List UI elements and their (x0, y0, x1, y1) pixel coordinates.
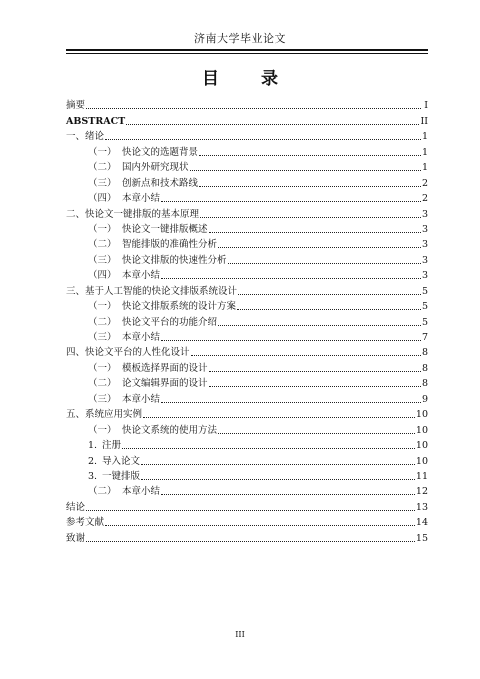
toc-entry-page: 10 (415, 409, 428, 421)
toc-entry-label: 摘要 (66, 100, 86, 112)
toc-entry-section-2-4[interactable] (66, 267, 428, 282)
toc-entry-number: （二） (88, 316, 117, 328)
toc-entry-section-3-1[interactable] (66, 298, 428, 313)
header-rule-thick (66, 49, 428, 51)
toc-title: 目 录 (202, 69, 296, 89)
dot-leader (86, 510, 415, 511)
toc-entry-label: 本章小结 (122, 486, 161, 498)
page-number: III (235, 630, 245, 639)
toc-entry-chapter-2[interactable] (66, 205, 428, 220)
toc-entry-page: 12 (415, 486, 428, 498)
toc-entry-chapter-5[interactable] (66, 406, 428, 421)
toc-entry-number: （三） (88, 393, 117, 405)
dot-leader (190, 170, 421, 171)
toc-entry-number: 1. (88, 440, 98, 452)
toc-entry-label: 四、快论文平台的人性化设计 (66, 347, 190, 359)
toc-entry-number: （四） (88, 193, 117, 205)
toc-entry-page: 15 (415, 532, 428, 544)
toc-entry-subsection-5-1-3[interactable] (66, 468, 428, 483)
toc-entry-page: 5 (421, 316, 428, 328)
toc-entry-label: 国内外研究现状 (122, 162, 189, 174)
toc-entry-page: 13 (415, 501, 428, 513)
toc-entry-abstract-cn[interactable] (66, 97, 428, 112)
toc-entry-page: 3 (421, 239, 428, 251)
toc-entry-page: 7 (421, 332, 428, 343)
toc-entry-label: 论文编辑界面的设计 (122, 378, 208, 390)
toc-entry-label: 本章小结 (122, 193, 161, 205)
toc-entry-label: 五、系统应用实例 (66, 409, 143, 421)
toc-entry-page: 1 (421, 146, 428, 158)
toc-entry-section-4-1[interactable] (66, 359, 428, 374)
toc-entry-number: （一） (88, 424, 117, 436)
dot-leader (161, 494, 415, 495)
toc-entry-acknowledgements[interactable] (66, 529, 428, 544)
toc-entry-page: 11 (415, 470, 428, 482)
toc-entry-page: II (420, 115, 428, 127)
toc-entry-page: 10 (415, 424, 428, 436)
toc-entry-label: 本章小结 (122, 270, 161, 282)
toc-entry-label: 注册 (102, 440, 122, 452)
running-header: 济南大学毕业论文 (194, 32, 286, 45)
toc-entry-number: （二） (88, 162, 117, 174)
toc-entry-section-3-2[interactable] (66, 313, 428, 328)
toc-entry-label: 模板选择界面的设计 (122, 362, 208, 374)
toc-entry-page: 10 (415, 455, 428, 467)
toc-entry-section-1-1[interactable] (66, 143, 428, 158)
dot-leader (141, 464, 415, 465)
toc-entry-label: ABSTRACT (66, 115, 126, 127)
toc-entry-section-4-2[interactable] (66, 375, 428, 390)
toc-entry-label: 快论文排版系统的设计方案 (122, 301, 237, 313)
dot-leader (199, 155, 421, 156)
toc-entry-section-2-1[interactable] (66, 221, 428, 236)
dot-leader (126, 124, 419, 125)
dot-leader (105, 139, 421, 140)
toc-entry-section-1-4[interactable] (66, 190, 428, 205)
toc-entry-page: 2 (421, 193, 428, 205)
toc-entry-page: 3 (421, 223, 428, 235)
dot-leader (191, 355, 421, 356)
toc-entry-page: 3 (421, 208, 428, 220)
toc-entry-subsection-5-1-2[interactable] (66, 452, 428, 467)
toc-entry-section-5-1[interactable] (66, 421, 428, 436)
dot-leader (218, 325, 421, 326)
toc-entry-number: （一） (88, 146, 117, 158)
dot-leader (161, 201, 421, 202)
dot-leader (228, 263, 421, 264)
toc-entry-label: 智能排版的准确性分析 (122, 239, 218, 251)
toc-entry-label: 一、绪论 (66, 131, 105, 143)
toc-entry-page: 8 (421, 378, 428, 390)
toc-entry-page: 1 (421, 162, 428, 174)
toc-entry-page: 8 (421, 347, 428, 359)
toc-entry-number: （四） (88, 270, 117, 282)
toc-entry-page: 3 (421, 270, 428, 282)
toc-entry-page: 5 (421, 285, 428, 297)
toc-entry-chapter-4[interactable] (66, 344, 428, 359)
toc-entry-label: 二、快论文一键排版的基本原理 (66, 208, 200, 220)
toc-entry-section-1-2[interactable] (66, 159, 428, 174)
toc-entry-number: 3. (88, 470, 98, 482)
table-of-contents (66, 97, 428, 545)
dot-leader (238, 294, 421, 295)
toc-entry-number: （三） (88, 177, 117, 189)
dot-leader (105, 525, 415, 526)
toc-entry-number: （二） (88, 378, 117, 390)
toc-entry-conclusion[interactable] (66, 498, 428, 513)
dot-leader (209, 386, 421, 387)
dot-leader (143, 417, 415, 418)
toc-entry-page: 3 (421, 254, 428, 266)
toc-entry-section-3-3[interactable] (66, 329, 428, 344)
toc-entry-section-1-3[interactable] (66, 174, 428, 189)
toc-entry-section-2-3[interactable] (66, 251, 428, 266)
toc-entry-page: 9 (421, 393, 428, 405)
dot-leader (199, 186, 421, 187)
toc-entry-label: 致谢 (66, 532, 86, 544)
toc-entry-label: 快论文平台的功能介绍 (122, 316, 218, 328)
toc-entry-chapter-3[interactable] (66, 282, 428, 297)
toc-entry-chapter-1[interactable] (66, 128, 428, 143)
toc-entry-label: 结论 (66, 501, 86, 513)
toc-entry-number: （二） (88, 239, 117, 251)
dot-leader (209, 232, 421, 233)
toc-entry-page: 14 (415, 517, 428, 529)
dot-leader (161, 278, 421, 279)
toc-entry-page: 1 (421, 131, 428, 143)
toc-entry-label: 参考文献 (66, 517, 105, 529)
dot-leader (218, 247, 421, 248)
toc-entry-section-5-2[interactable] (66, 483, 428, 498)
toc-entry-label: 一键排版 (102, 470, 141, 482)
toc-entry-number: （一） (88, 223, 117, 235)
dot-leader (218, 433, 415, 434)
dot-leader (161, 402, 421, 403)
toc-entry-number: （二） (88, 486, 117, 498)
toc-entry-number: （一） (88, 362, 117, 374)
toc-entry-number: （一） (88, 301, 117, 313)
toc-entry-label: 创新点和技术路线 (122, 177, 199, 189)
toc-entry-abstract-en[interactable] (66, 112, 428, 127)
toc-entry-page: 10 (415, 440, 428, 452)
toc-entry-label: 本章小结 (122, 393, 161, 405)
dot-leader (122, 448, 415, 449)
toc-entry-page: I (424, 100, 428, 112)
toc-entry-label: 快论文系统的使用方法 (122, 424, 218, 436)
dot-leader (141, 479, 415, 480)
dot-leader (209, 371, 421, 372)
toc-entry-label: 三、基于人工智能的快论文排版系统设计 (66, 285, 238, 297)
dot-leader (161, 340, 421, 341)
toc-entry-label: 本章小结 (122, 332, 161, 343)
toc-entry-label: 导入论文 (102, 455, 141, 467)
header-rule-thin (66, 53, 428, 54)
toc-entry-page: 5 (421, 301, 428, 313)
dot-leader (237, 309, 421, 310)
toc-entry-number: （三） (88, 254, 117, 266)
toc-entry-number: （三） (88, 332, 117, 343)
dot-leader (86, 108, 421, 109)
toc-entry-section-2-2[interactable] (66, 236, 428, 251)
toc-entry-subsection-5-1-1[interactable] (66, 437, 428, 452)
toc-entry-number: 2. (88, 455, 98, 467)
toc-entry-label: 快论文的选题背景 (122, 146, 199, 158)
toc-entry-references[interactable] (66, 514, 428, 529)
dot-leader (86, 541, 415, 542)
toc-entry-page: 2 (421, 177, 428, 189)
dot-leader (200, 217, 421, 218)
toc-entry-label: 快论文排版的快速性分析 (122, 254, 227, 266)
toc-entry-page: 8 (421, 362, 428, 374)
toc-entry-label: 快论文一键排版概述 (122, 223, 208, 235)
toc-entry-section-4-3[interactable] (66, 390, 428, 405)
